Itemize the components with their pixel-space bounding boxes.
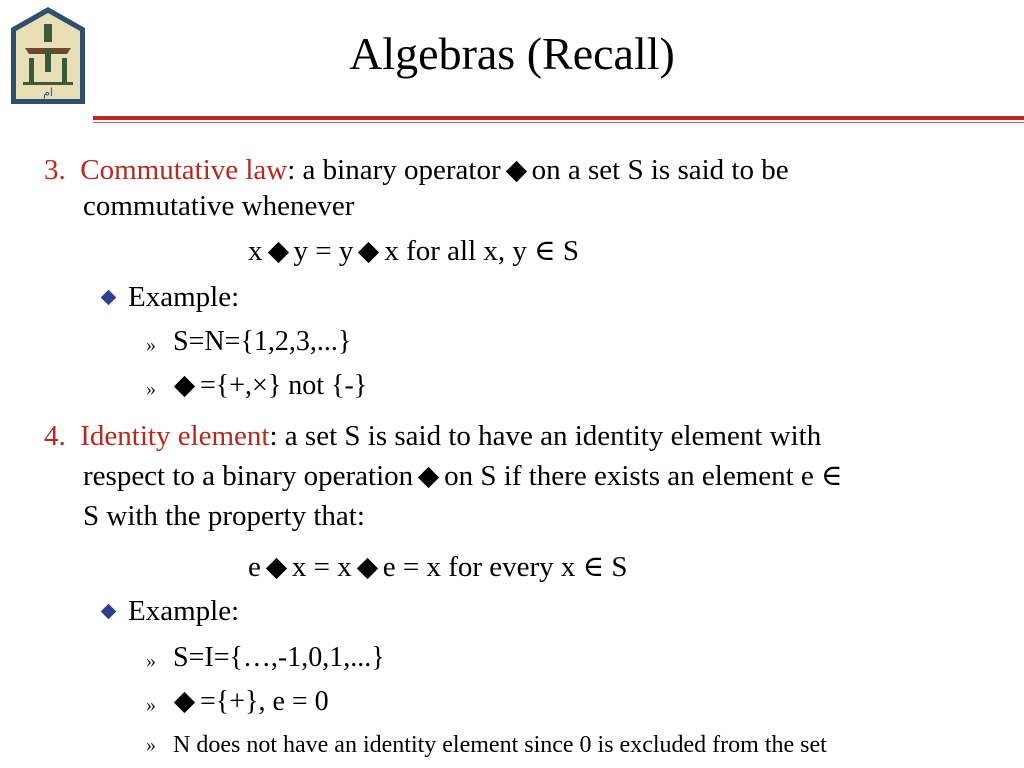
diamond-operator-icon — [174, 692, 195, 713]
title-rule — [93, 116, 1024, 120]
item4-line2: respect to a binary operation on S if there exists an element e ∈ — [83, 460, 843, 492]
diamond-operator-icon — [506, 161, 527, 182]
diamond-operator-icon — [267, 242, 288, 263]
item3-line1: 3. Commutative law: a binary operator on a set S is said to be — [44, 154, 789, 186]
sub-bullet-icon: » — [146, 334, 156, 356]
item4-sub1: S=I={…,-1,0,1,...} — [173, 642, 385, 673]
item4-formula: e x = x e = x for every x ∈ S — [248, 551, 628, 583]
item3-line2: commutative whenever — [83, 190, 355, 222]
item4-example-label: Example: — [128, 595, 240, 627]
item3-formula: x y = y x for all x, y ∈ S — [248, 235, 580, 267]
item4-sub3: N does not have an identity element since 0 is excluded from the set — [173, 732, 827, 758]
diamond-operator-icon — [357, 558, 378, 579]
diamond-operator-icon — [358, 242, 379, 263]
item3-term: Commutative law — [80, 154, 288, 186]
diamond-operator-icon — [174, 376, 195, 397]
item3-sub1: S=N={1,2,3,...} — [173, 326, 352, 357]
diamond-bullet-icon — [101, 290, 117, 306]
slide-title: Algebras (Recall) — [349, 28, 675, 79]
item4-term: Identity element — [80, 420, 270, 452]
item3-number: 3. — [44, 154, 66, 186]
item4-sub2: ={+}, e = 0 — [173, 684, 329, 720]
item3-example-label: Example: — [128, 281, 240, 313]
diamond-operator-icon — [418, 467, 439, 488]
sub-bullet-icon: » — [146, 650, 156, 672]
item4-number: 4. — [44, 420, 66, 452]
sub-bullet-icon: » — [146, 378, 156, 400]
sub-bullet-icon: » — [146, 734, 156, 756]
item3-sub2: ={+,×} not {-} — [173, 368, 367, 404]
diamond-operator-icon — [266, 558, 287, 579]
item4-line3: S with the property that: — [83, 500, 365, 532]
diamond-bullet-icon — [101, 604, 117, 620]
title-rule-thin — [93, 122, 1024, 123]
sub-bullet-icon: » — [146, 694, 156, 716]
logo-script: ام — [43, 86, 53, 99]
item4-line1: 4. Identity element: a set S is said to have an identity element with — [44, 420, 822, 452]
